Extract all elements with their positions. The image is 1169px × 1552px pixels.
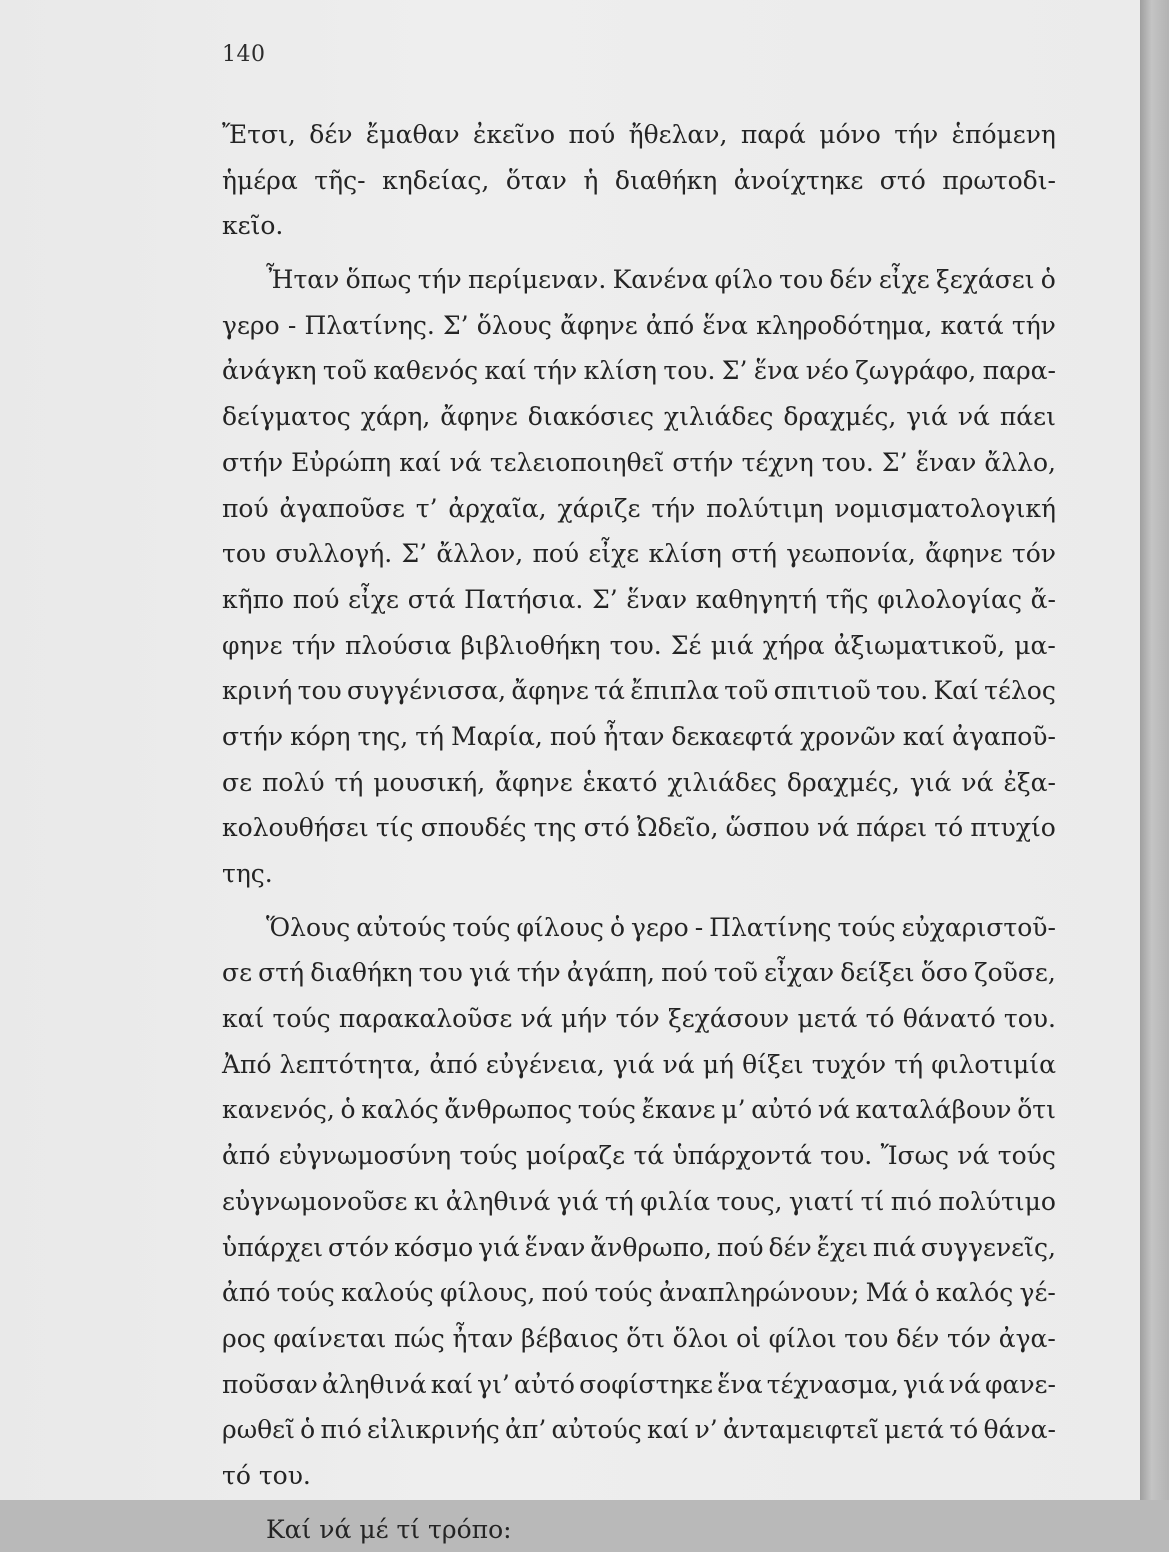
text-line: Ἦταν ὅπως τήν περίμεναν. Κανένα φίλο του δέν εἶχε ξεχάσει ὁ <box>266 265 1056 295</box>
text-line: ρωθεῖ ὁ πιό εἰλικρινής ἀπ’ αὐτούς καί ν’ ἀνταμειφτεῖ μετά τό θάνα- <box>222 1415 1056 1445</box>
page-number: 140 <box>222 42 266 67</box>
text-line: ἡμέρα τῆς- κηδείας, ὅταν ἡ διαθήκη ἀνοίχτηκε στό πρωτοδι- <box>222 165 1056 195</box>
text-line: σε στή διαθήκη του γιά τήν ἀγάπη, πού τοῦ εἶχαν δείξει ὅσο ζοῦσε, <box>222 958 1056 988</box>
text-line: ρος φαίνεται πώς ἦταν βέβαιος ὅτι ὅλοι οἱ φίλοι του δέν τόν ἀγα- <box>222 1323 1056 1353</box>
paragraph-gap <box>222 897 1056 905</box>
text-line: της. <box>222 859 273 888</box>
text-line: στήν Εὐρώπη καί νά τελειοποιηθεῖ στήν τέχνη του. Σ’ ἕναν ἄλλο, <box>222 447 1056 477</box>
text-line: πού ἀγαποῦσε τ’ ἀρχαῖα, χάριζε τήν πολύτιμη νομισματολογική <box>222 493 1056 523</box>
text-line: κῆπο πού εἶχε στά Πατήσια. Σ’ ἕναν καθηγητή τῆς φιλολογίας ἄ- <box>222 584 1056 614</box>
text-line: στήν κόρη της, τή Μαρία, πού ἦταν δεκαεφτά χρονῶν καί ἀγαποῦ- <box>222 721 1056 751</box>
text-line: ποῦσαν ἀληθινά καί γι’ αὐτό σοφίστηκε ἕνα τέχνασμα, γιά νά φανε- <box>222 1369 1056 1399</box>
text-line: κεῖο. <box>222 211 284 241</box>
text-line: καί τούς παρακαλοῦσε νά μήν τόν ξεχάσουν μετά τό θάνατό του. <box>222 1004 1056 1034</box>
text-line: Ὅλους αὐτούς τούς φίλους ὁ γερο - Πλατίνης τούς εὐχαριστοῦ- <box>266 912 1056 942</box>
text-line: Ἀπό λεπτότητα, ἀπό εὐγένεια, γιά νά μή θίξει τυχόν τή φιλοτιμία <box>222 1049 1056 1079</box>
text-line: εὐγνωμονοῦσε κι ἀληθινά γιά τή φιλία τους, γιατί τί πιό πολύτιμο <box>222 1186 1056 1216</box>
paragraph-gap <box>222 249 1056 257</box>
text-line: γερο - Πλατίνης. Σ’ ὅλους ἄφηνε ἀπό ἕνα κληροδότημα, κατά τήν <box>222 310 1056 340</box>
text-line: ἀπό εὐγνωμοσύνη τούς μοίραζε τά ὑπάρχοντά του. Ἴσως νά τούς <box>222 1141 1056 1171</box>
page-edge-shadow <box>1140 0 1169 1500</box>
body-text <box>222 112 1056 1552</box>
text-line: κολουθήσει τίς σπουδές της στό Ὠδεῖο, ὥσπου νά πάρει τό πτυχίο <box>222 813 1056 843</box>
text-line: κανενός, ὁ καλός ἄνθρωπος τούς ἔκανε μ’ αὐτό νά καταλάβουν ὅτι <box>222 1095 1056 1125</box>
text-line: ὑπάρχει στόν κόσμο γιά ἕναν ἄνθρωπο, πού δέν ἔχει πιά συγγενεῖς, <box>222 1232 1056 1262</box>
text-line: Καί νά μέ τί τρόπο: <box>266 1514 512 1544</box>
text-line: του συλλογή. Σ’ ἄλλον, πού εἶχε κλίση στή γεωπονία, ἄφηνε τόν <box>222 539 1056 569</box>
text-line: φηνε τήν πλούσια βιβλιοθήκη του. Σέ μιά χήρα ἀξιωματικοῦ, μα- <box>222 630 1056 660</box>
text-line: τό του. <box>222 1460 311 1490</box>
text-line: ἀνάγκη τοῦ καθενός καί τήν κλίση του. Σ’ ἕνα νέο ζωγράφο, παρα- <box>222 356 1056 386</box>
text-line: Ἔτσι, δέν ἔμαθαν ἐκεῖνο πού ἤθελαν, παρά μόνο τήν ἑπόμενη <box>222 120 1056 149</box>
text-line: κρινή του συγγένισσα, ἄφηνε τά ἔπιπλα τοῦ σπιτιοῦ του. Καί τέλος <box>222 676 1056 706</box>
text-line: ἀπό τούς καλούς φίλους, πού τούς ἀναπληρώνουν; Μά ὁ καλός γέ- <box>222 1278 1056 1308</box>
text-line: σε πολύ τή μουσική, ἄφηνε ἑκατό χιλιάδες δραχμές, γιά νά ἐξα- <box>222 767 1056 797</box>
text-line: δείγματος χάρη, ἄφηνε διακόσιες χιλιάδες δραχμές, γιά νά πάει <box>222 402 1056 432</box>
